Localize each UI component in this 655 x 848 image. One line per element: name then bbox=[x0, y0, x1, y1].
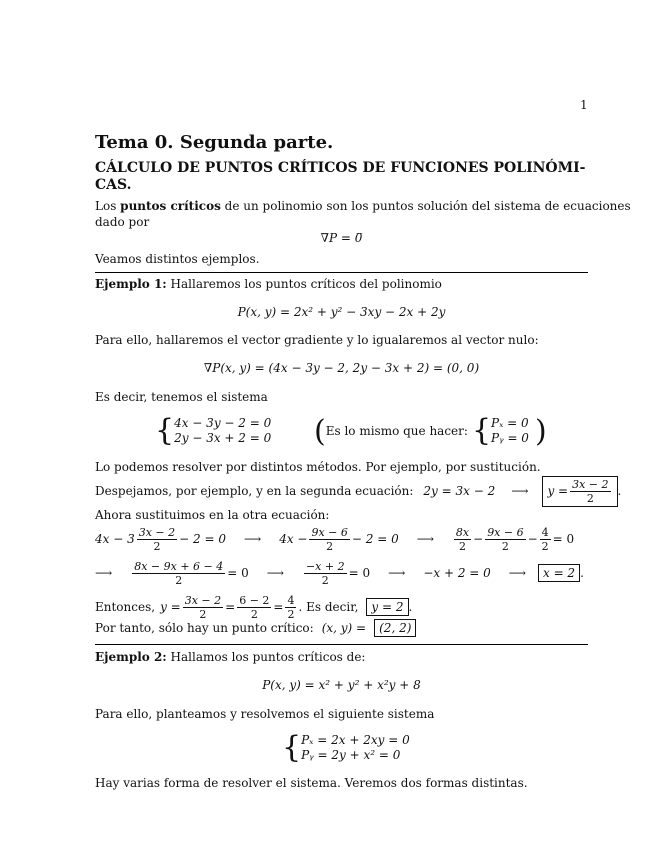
example2-polynomial: P(x, y) = x² + y² + x²y + 8 bbox=[262, 678, 421, 692]
example1-then-row: Entonces, y = $\frac{3x - 2}{2}$ = $\frac{6 - 2}{2}$ = $\frac{4}{2}$ . Es decir, y = 2 . bbox=[95, 593, 413, 621]
left-brace: { bbox=[155, 413, 175, 448]
intro-paragraph: Los puntos críticos de un polinomio son los puntos solución del sistema de ecuaciones bbox=[95, 199, 631, 213]
page-title: Tema 0. Segunda parte. bbox=[95, 132, 334, 153]
example1-substitution-row2: ⟶ $\frac{8x - 9x + 6 - 4}{2}$ = 0 ⟶ $\frac{-x + 2}{2}$ = 0 ⟶ −x + 2 = 0 ⟶ x = 2 . bbox=[95, 559, 584, 587]
example1-substitute-text: Ahora sustituimos en la otra ecuación: bbox=[95, 508, 330, 522]
boxed-y-expression: y = $\frac{3x - 2}{2}$ bbox=[542, 476, 617, 507]
boxed-y-solution: y = 2 bbox=[366, 598, 408, 616]
example1-substitution-row1: 4x − 3 $\frac{3x - 2}{2}$ − 2 = 0 ⟶ 4x − $\frac{9x - 6}{2}$ − 2 = 0 ⟶ $\frac{8x}{2}$ − $\frac{9x - 6}{2}$ − $\frac{4}{2}$ = 0 bbox=[95, 525, 575, 553]
boxed-x-solution: x = 2 bbox=[538, 564, 580, 582]
boxed-critical-point: (2, 2) bbox=[374, 619, 416, 637]
example1-system-text: Es decir, tenemos el sistema bbox=[95, 390, 268, 404]
example2-system-text: Para ello, planteamos y resolvemos el siguiente sistema bbox=[95, 707, 435, 721]
divider bbox=[95, 644, 588, 645]
example1-methods-text: Lo podemos resolver por distintos métodos. Por ejemplo, por sustitución. bbox=[95, 460, 541, 474]
example1-isolate-row: Despejamos, por ejemplo, y en la segunda ecuación: 2y = 3x − 2 ⟶ y = $\frac{3x - 2}{2}$ . bbox=[95, 477, 622, 505]
divider bbox=[95, 272, 588, 273]
intro-paragraph-cont: dado por bbox=[95, 215, 150, 229]
example2-system: { Pₓ = 2x + 2xy = 0 Pᵧ = 2y + x² = 0 bbox=[282, 730, 410, 765]
example1-equivalent-system: ( Es lo mismo que hacer: { Pₓ = 0 Pᵧ = 0 ) bbox=[314, 413, 547, 449]
example1-system: { 4x − 3y − 2 = 0 2y − 3x + 2 = 0 bbox=[155, 413, 272, 448]
example1-conclusion: Por tanto, sólo hay un punto crítico: (x, y) = (2, 2) bbox=[95, 619, 416, 637]
example1-gradient-eq: ∇P(x, y) = (4x − 3y − 2, 2y − 3x + 2) = (0, 0) bbox=[203, 361, 480, 375]
bold-term: puntos críticos bbox=[120, 199, 221, 213]
example1-gradient-text: Para ello, hallaremos el vector gradiente y lo igualaremos al vector nulo: bbox=[95, 333, 539, 347]
gradient-zero-formula: ∇P = 0̅ bbox=[320, 231, 363, 245]
example1-heading: Ejemplo 1: Hallaremos los puntos críticos del polinomio bbox=[95, 277, 442, 291]
example1-polynomial: P(x, y) = 2x² + y² − 3xy − 2x + 2y bbox=[237, 305, 446, 319]
example2-heading: Ejemplo 2: Hallamos los puntos críticos de: bbox=[95, 650, 366, 664]
page-number: 1 bbox=[580, 98, 588, 112]
section-heading: CÁLCULO DE PUNTOS CRÍTICOS DE FUNCIONES POLINÓMI-CAS. bbox=[95, 160, 586, 193]
example2-closing-text: Hay varias forma de resolver el sistema. Veremos dos formas distintas. bbox=[95, 776, 528, 790]
intro-examples-text: Veamos distintos ejemplos. bbox=[95, 252, 260, 266]
